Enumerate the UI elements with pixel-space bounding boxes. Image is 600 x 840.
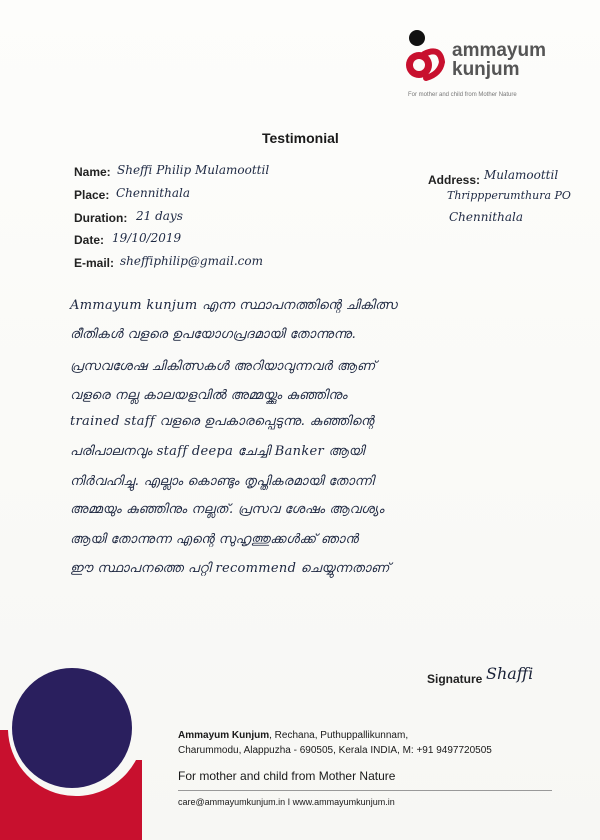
body-line: trained staff വളരെ ഉപകാരപ്പെടുന്നു. കുഞ്ഞിന്റെ bbox=[70, 414, 374, 429]
brand-logo-mark bbox=[400, 28, 450, 84]
footer-contact: care@ammayumkunjum.in I www.ammayumkunjum.in bbox=[178, 797, 395, 807]
footer-address-line2: Charummodu, Alappuzha - 690505, Kerala INDIA, M: +91 9497720505 bbox=[178, 745, 492, 756]
body-line: പരിപാലനവും staff deepa ചേച്ചി Banker ആയി bbox=[70, 444, 365, 459]
date-value: 19/10/2019 bbox=[112, 231, 182, 245]
address-label: Address: bbox=[428, 173, 481, 187]
name-label: Name: bbox=[74, 165, 111, 179]
place-value: Chennithala bbox=[116, 186, 191, 200]
address-line1: Mulamoottil bbox=[484, 168, 559, 182]
body-line: രീതികൾ വളരെ ഉപയോഗപ്രദമായി തോന്നുന്നു. bbox=[70, 327, 357, 342]
duration-label: Duration: bbox=[74, 211, 128, 225]
footer-tagline: For mother and child from Mother Nature bbox=[178, 769, 396, 783]
body-line: Ammayum kunjum എന്ന സ്ഥാപനത്തിന്റെ ചികിത്സ bbox=[70, 298, 398, 313]
place-label: Place: bbox=[74, 188, 110, 202]
footer-circle-graphic bbox=[0, 660, 160, 840]
brand-name-line1: ammayum bbox=[452, 40, 546, 61]
address-line3: Chennithala bbox=[449, 210, 524, 224]
footer-company: Ammayum Kunjum bbox=[178, 730, 270, 741]
date-label: Date: bbox=[74, 233, 105, 247]
brand-tagline: For mother and child from Mother Nature bbox=[408, 92, 517, 98]
address-line2: Thrippperumthura PO bbox=[447, 189, 571, 202]
body-line: ആയി തോന്നുന്ന എന്റെ സുഹൃത്തുക്കൾക്ക് ഞാൻ bbox=[70, 532, 359, 547]
body-line: പ്രസവശേഷ ചികിത്സകൾ അറിയാവുന്നവർ ആണ് bbox=[70, 359, 376, 374]
body-line: നിർവഹിച്ചു. എല്ലാം കൊണ്ടും തൃപ്തികരമായി തോന്നി bbox=[70, 474, 375, 489]
footer-address-line1 bbox=[178, 730, 408, 741]
signature-value: Shaffi bbox=[486, 664, 534, 683]
page-title: Testimonial bbox=[262, 130, 339, 146]
name-value: Sheffi Philip Mulamoottil bbox=[117, 163, 270, 177]
body-line: വളരെ നല്ല കാലയളവിൽ അമ്മയ്ക്കും കുഞ്ഞിനും bbox=[70, 388, 348, 403]
body-line: അമ്മയും കുഞ്ഞിനും നല്ലത്. പ്രസവ ശേഷം ആവശ്യം bbox=[70, 502, 385, 517]
footer-divider bbox=[178, 790, 552, 791]
signature-label: Signature bbox=[427, 672, 483, 686]
footer-address-rest: , Rechana, Puthuppallikunnam, bbox=[269, 730, 409, 741]
email-label: E-mail: bbox=[74, 256, 115, 270]
email-value: sheffiphilip@gmail.com bbox=[120, 254, 263, 268]
brand-name-line2: kunjum bbox=[452, 59, 520, 80]
body-line: ഈ സ്ഥാപനത്തെ പറ്റി recommend ചെയ്യുന്നതാണ് bbox=[70, 561, 390, 576]
duration-value: 21 days bbox=[136, 209, 183, 223]
